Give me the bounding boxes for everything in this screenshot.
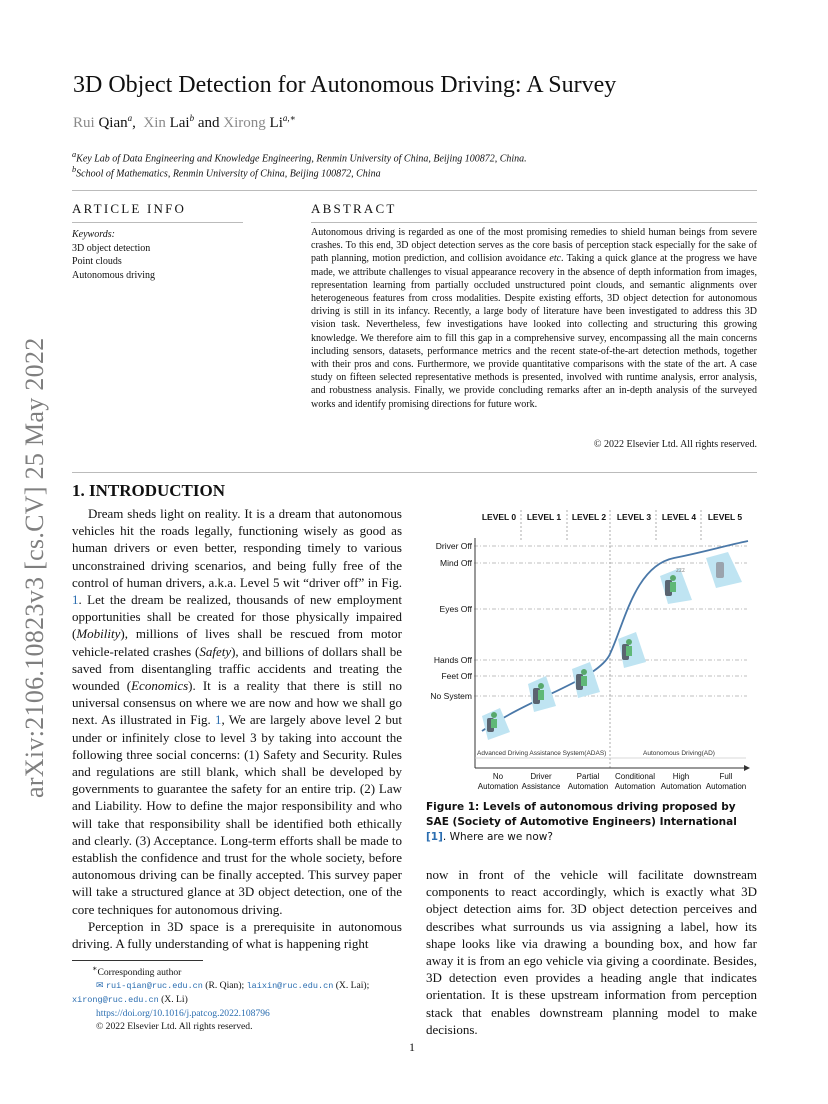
footnotes: ∗Corresponding author ✉ rui-qian@ruc.edu.cn (R. Qian); laixin@ruc.edu.cn (X. Lai); xirong@ruc.edu.cn (X. Li) https://doi.org/10.1016/j.patcog.2022.108796 © 2022 Elsevier Ltd. All rights reserved. xyxy=(72,962,402,1033)
author-first: Xin xyxy=(143,115,166,131)
article-info-heading: ARTICLE INFO xyxy=(72,201,187,216)
level-header: LEVEL 3 xyxy=(616,512,652,522)
x-axis-label: Automation xyxy=(567,782,609,791)
progress-curve xyxy=(482,541,748,731)
svg-text:zzz: zzz xyxy=(676,568,685,574)
x-axis-label: Automation xyxy=(477,782,519,791)
author-last: Li xyxy=(269,115,283,131)
keywords-label: Keywords: xyxy=(72,229,115,240)
abstract-divider xyxy=(311,222,757,223)
author-list: Rui Qian$^a$, Xin Lai$^b$ and Xirong $Li^{a,∗}$ xyxy=(73,113,296,131)
level-4-car-icon xyxy=(660,568,692,604)
header-divider xyxy=(72,190,757,191)
keyword: Point clouds xyxy=(72,256,122,267)
y-axis-label: Driver Off xyxy=(435,541,472,551)
level-2-car-icon xyxy=(572,662,600,698)
author-last: Lai xyxy=(169,115,190,131)
author-last: Qian xyxy=(98,115,128,131)
figure-ref-link[interactable]: 1 xyxy=(72,592,79,608)
citation-link[interactable]: [1] xyxy=(426,831,443,843)
article-info-divider xyxy=(72,222,243,223)
ad-label: Autonomous Driving(AD) xyxy=(643,750,715,757)
keyword: 3D object detection xyxy=(72,242,151,254)
level-header: LEVEL 1 xyxy=(526,512,562,522)
level-header: LEVEL 0 xyxy=(481,512,517,522)
y-axis-label: Hands Off xyxy=(433,655,472,665)
y-axis-label: Feet Off xyxy=(441,671,472,681)
footnote-copyright: © 2022 Elsevier Ltd. All rights reserved. xyxy=(96,1021,253,1033)
x-axis-label: Partial xyxy=(576,772,600,781)
paper-title: 3D Object Detection for Autonomous Driving: A Survey xyxy=(73,72,617,98)
figure-caption: Figure 1: Levels of autonomous driving proposed by SAE (Society of Automotive Engineers) International [1]. Where are we now? xyxy=(426,801,737,843)
x-axis-label: Assistance xyxy=(521,782,561,791)
intro-paragraph-3: now in front of the vehicle will facilitate downstream components to react accordingly, which is exactly what 3D object detection aims for. 3D object detection perceives and describes what surrounds us via assigning a label, how its shape looks like via drawing a bounding box, and how far away it is from an ego vehicle via giving a coordinate. Besides, 3D detection even provides a heading angle that indicates orientation. It is these upstream information from perception stack that enables downstream planning model to make decisions. xyxy=(426,867,757,1037)
abstract-copyright: © 2022 Elsevier Ltd. All rights reserved. xyxy=(593,439,757,450)
x-axis-label: Automation xyxy=(705,782,747,791)
level-5-car-icon xyxy=(706,552,742,588)
abstract-bottom-divider xyxy=(72,472,757,473)
keyword: Autonomous driving xyxy=(72,269,156,281)
x-axis-label: No xyxy=(492,772,504,781)
abstract-heading: ABSTRACT xyxy=(311,201,397,216)
x-axis-label: Driver xyxy=(530,772,552,781)
x-axis-label: Automation xyxy=(614,782,656,791)
figure-levels-diagram xyxy=(424,496,764,794)
intro-right-column xyxy=(426,866,757,1038)
level-3-car-icon xyxy=(618,632,646,668)
x-axis-label: Conditional xyxy=(614,772,656,781)
intro-paragraph-1: Dream sheds light on reality. It is a dream that autonomous vehicles hit the roads legally, functioning wisely as good as human drivers or even better, responding timely to various unconstrained driving scenarios, and being fully free of the control of human drivers, a.k.a. Level 5 wit “driver off” in Fig. 1. Let the dream be realized, thousands of new employment opportunities shall be created for those physically impaired (Mobility), millions of lives shall be rescued from motor vehicle-related crashes (Safety), and billions of dollars shall be saved from disentangling traffic accidents and treating the wounded (Economics). It is a reality that there is still no universal consensus on where we are now and how we shall go next. As illustrated in Fig. 1, We are largely above level 2 but under or infinitely close to level 3 by taking into account the following three social concerns: (1) Safety and Security. Rules and regulations are still blank, which shall be developed by governments to guarantee the safety for an entire trip. (2) Law and Liability. How to define the major responsibility and who will take that responsibility shall be identified both ethically and clearly. (3) Acceptance. Long-term efforts shall be made to establish the confidence and trust for the whole society, before autonomous driving can be finally accepted. This survey paper will take a structured glance at 3D object detection, one of the core techniques for autonomous driving. xyxy=(72,506,403,917)
adas-label: Advanced Driving Assistance System(ADAS) xyxy=(477,750,607,757)
level-header: LEVEL 5 xyxy=(707,512,743,522)
page-number: 1 xyxy=(409,1040,415,1054)
y-axis-label: Eyes Off xyxy=(439,604,472,614)
author-first: Rui xyxy=(73,115,95,131)
intro-left-column xyxy=(72,505,402,952)
email-link[interactable]: laixin@ruc.edu.cn xyxy=(246,981,334,992)
section-heading-introduction: 1. INTRODUCTION xyxy=(72,481,226,500)
footnote-divider xyxy=(72,960,203,961)
intro-paragraph-2: Perception in 3D space is a prerequisite in autonomous driving. A fully understanding of what is happening right xyxy=(72,918,402,952)
figure-ref-link[interactable]: 1 xyxy=(215,712,222,728)
level-header: LEVEL 4 xyxy=(661,512,697,522)
y-axis-label: No System xyxy=(430,691,472,701)
affiliation-a: $^a$Key Lab of Data Engineering and Knowledge Engineering, Renmin University of China, Beijing 100872, China. xyxy=(72,150,527,165)
affiliation-b: $^b$School of Mathematics, Renmin University of China, Beijing 100872, China xyxy=(72,165,381,180)
x-axis-label: High xyxy=(672,772,690,781)
arxiv-sidebar-stamp: arXiv:2106.10823v3 [cs.CV] 25 May 2022 xyxy=(20,337,49,798)
email-link[interactable]: xirong@ruc.edu.cn xyxy=(72,995,159,1006)
corresponding-author-note: Corresponding author xyxy=(97,967,182,979)
level-header: LEVEL 2 xyxy=(571,512,607,522)
abstract-text: Autonomous driving is regarded as one of the most promising remedies to shield human beings from severe crashes. To this end, 3D object detection serves as the core basis of perception stack especially for the sake of path planning, motion prediction, and collision avoidance etc. Taking a quick glance at the progress we have made, we attribute challenges to visual appearance recovery in the absence of depth information from images, representation learning from partially occluded unstructured point clouds, and semantic alignments over heterogeneous features from cross modalities. Despite existing efforts, 3D object detection for autonomous driving is still in its infancy. Recently, a large body of literature have been investigated to address this 3D vision task. Nevertheless, few investigations have looked into collecting and structuring this growing knowledge. We therefore aim to fill this gap in a comprehensive survey, encompassing all the main concerns including sensors, datasets, performance metrics and the recent state-of-the-art detection methods, together with their pros and cons. Furthermore, we provide quantitative comparisons with the state of the art. A case study on fifteen selected representative methods is presented, involved with runtime analysis, error analysis, and robustness analysis. Finally, we provide concluding remarks after an in-depth analysis of the surveyed works and identify promising directions for future work. xyxy=(311,227,757,410)
level-0-car-icon xyxy=(482,708,510,740)
x-axis-label: Full xyxy=(719,772,733,781)
y-axis-label: Mind Off xyxy=(440,558,472,568)
email-icon: ✉ xyxy=(96,980,104,991)
keywords-block xyxy=(72,228,155,282)
x-axis-label: Automation xyxy=(660,782,702,791)
level-1-car-icon xyxy=(528,676,556,712)
doi-link[interactable]: https://doi.org/10.1016/j.patcog.2022.108796 xyxy=(96,1008,270,1020)
author-first: Xirong xyxy=(223,115,266,131)
email-link[interactable]: rui-qian@ruc.edu.cn xyxy=(105,981,203,992)
